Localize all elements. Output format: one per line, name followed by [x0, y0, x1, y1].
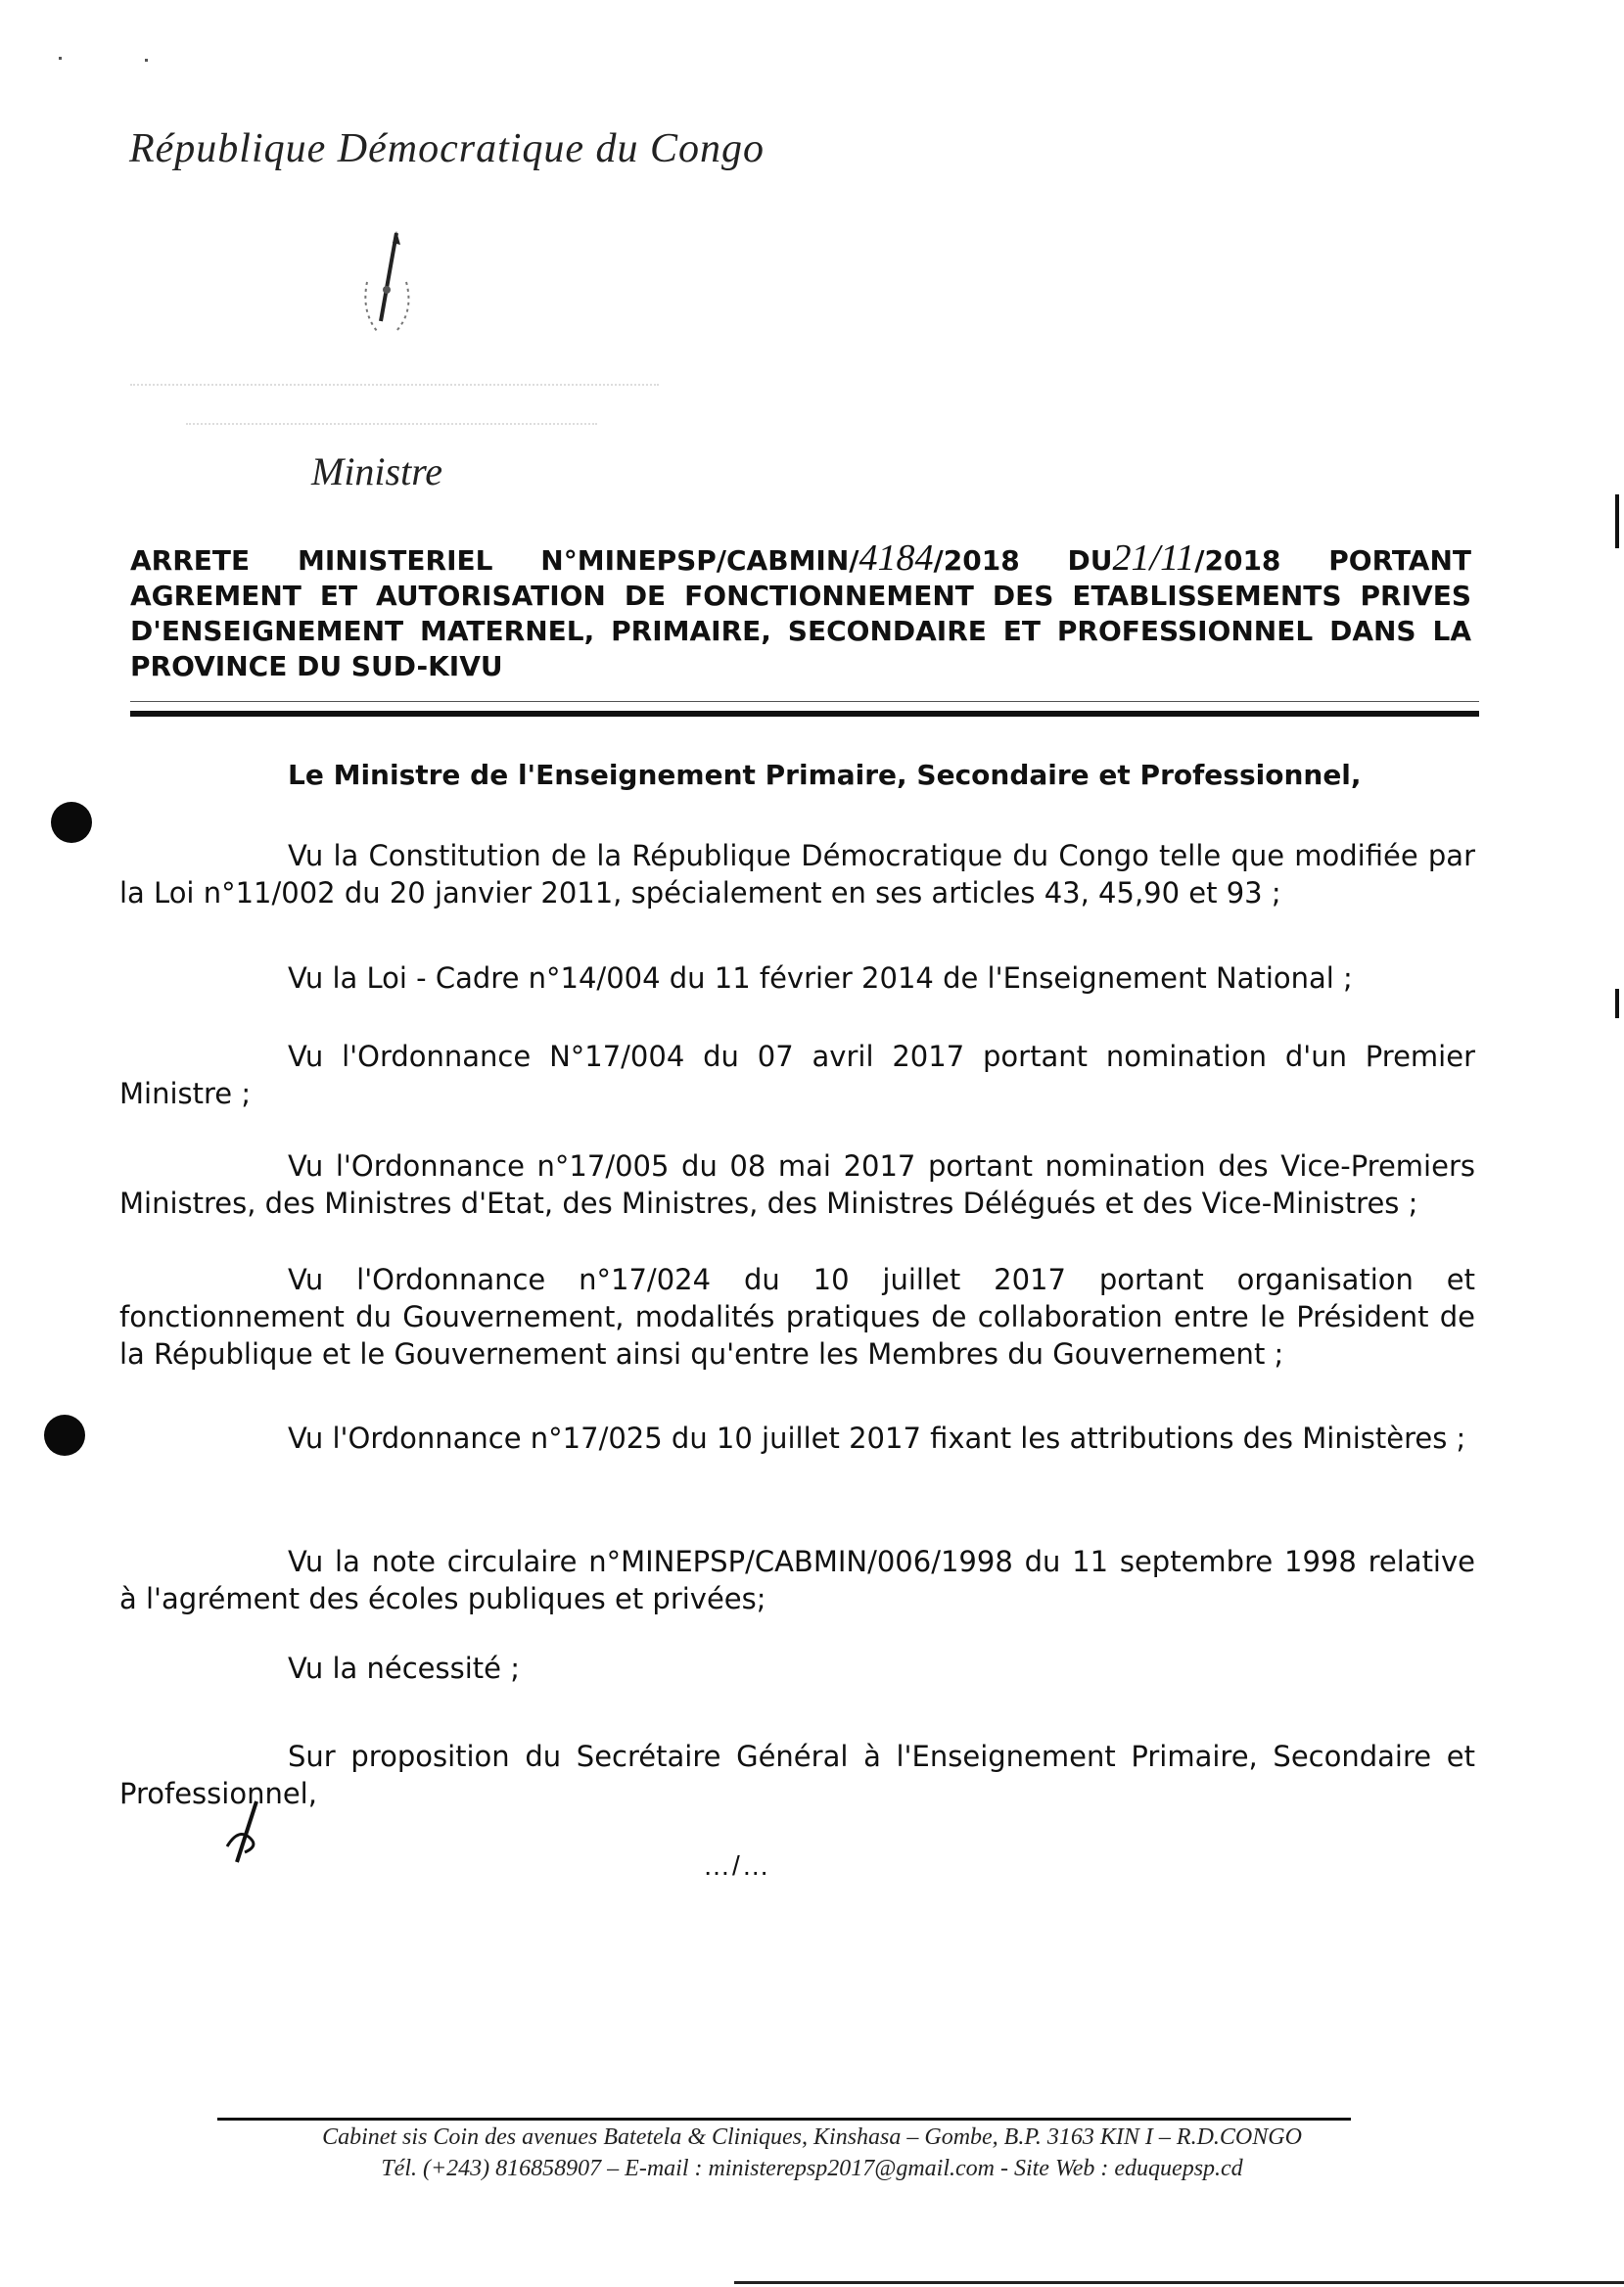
recital-paragraph: Vu la Constitution de la République Démocratique du Congo telle que modifiée par la Loi n°11/002 du 20 janvier 2011, spécialement en ses articles 43, 45,90 et 93 ; [119, 839, 1475, 910]
decree-number: 4184 [858, 537, 934, 579]
recital-paragraph: Vu la note circulaire n°MINEPSP/CABMIN/006/1998 du 11 septembre 1998 relative à l'agrément des écoles publiques et privées; [119, 1545, 1475, 1615]
footer-address: Cabinet sis Coin des avenues Batetela & Cliniques, Kinshasa – Gombe, B.P. 3163 KIN I – R.D.CONGO [322, 2124, 1302, 2150]
country-heading: République Démocratique du Congo [129, 126, 766, 171]
margin-mark [1615, 494, 1619, 548]
title-underline [130, 711, 1479, 717]
decree-day: 21 [1112, 537, 1150, 579]
recital-paragraph: Vu l'Ordonnance n°17/024 du 10 juillet 2017 portant organisation et fonctionnement du Gouvernement, modalités pratiques de collaboration entre le Président de la République et le Gouvernement ainsi qu'entre les Membres du Gouvernement ; [119, 1263, 1475, 1371]
handwritten-initial [217, 1797, 276, 1866]
scan-speck [59, 57, 62, 60]
title-underline-thin [130, 701, 1479, 702]
issuing-authority: Le Ministre de l'Enseignement Primaire, Secondaire et Professionnel, [288, 759, 1362, 791]
title-mid: /2018 DU [933, 544, 1113, 577]
decree-title [130, 537, 1471, 684]
margin-mark [1615, 989, 1619, 1018]
recital-paragraph: Sur proposition du Secrétaire Général à l'Enseignement Primaire, Secondaire et Professionnel, [119, 1740, 1475, 1810]
recital-paragraph: Vu l'Ordonnance n°17/005 du 08 mai 2017 portant nomination des Vice-Premiers Ministres, des Ministres d'Etat, des Ministres, des Ministres Délégués et des Vice-Ministres ; [119, 1149, 1475, 1220]
punch-hole [44, 1415, 85, 1456]
footer-rule [217, 2118, 1351, 2121]
faded-text-line [186, 423, 597, 435]
scan-speck [145, 59, 148, 62]
office-heading: Ministre [311, 449, 443, 493]
recital-paragraph: Vu l'Ordonnance N°17/004 du 07 avril 2017 portant nomination d'un Premier Ministre ; [119, 1040, 1475, 1110]
date-separator: / [1149, 537, 1161, 579]
punch-hole [51, 802, 92, 843]
footer-contact: Tél. (+243) 816858907 – E-mail : ministerepsp2017@gmail.com - Site Web : eduquepsp.cd [381, 2156, 1243, 2181]
title-suffix: /2018 PORTANT AGREMENT ET AUTORISATION DE FONCTIONNEMENT DES ETABLISSEMENTS PRIVES D'ENSEIGNEMENT MATERNEL, PRIMAIRE, SECONDAIRE ET PROFESSIONNEL DANS LA PROVINCE DU SUD-KIVU [130, 544, 1471, 682]
scan-edge-line [734, 2281, 1624, 2284]
coat-of-arms-icon [338, 223, 426, 341]
continuation-marker: …/… [703, 1850, 771, 1881]
faded-text-line [130, 384, 659, 396]
recital-paragraph: Vu l'Ordonnance n°17/025 du 10 juillet 2017 fixant les attributions des Ministères ; [288, 1422, 1466, 1455]
recital-paragraph: Vu la nécessité ; [288, 1652, 520, 1685]
decree-month: 11 [1160, 537, 1195, 579]
recital-paragraph: Vu la Loi - Cadre n°14/004 du 11 février 2014 de l'Enseignement National ; [288, 961, 1353, 995]
title-prefix: ARRETE MINISTERIEL N°MINEPSP/CABMIN/ [130, 544, 859, 577]
